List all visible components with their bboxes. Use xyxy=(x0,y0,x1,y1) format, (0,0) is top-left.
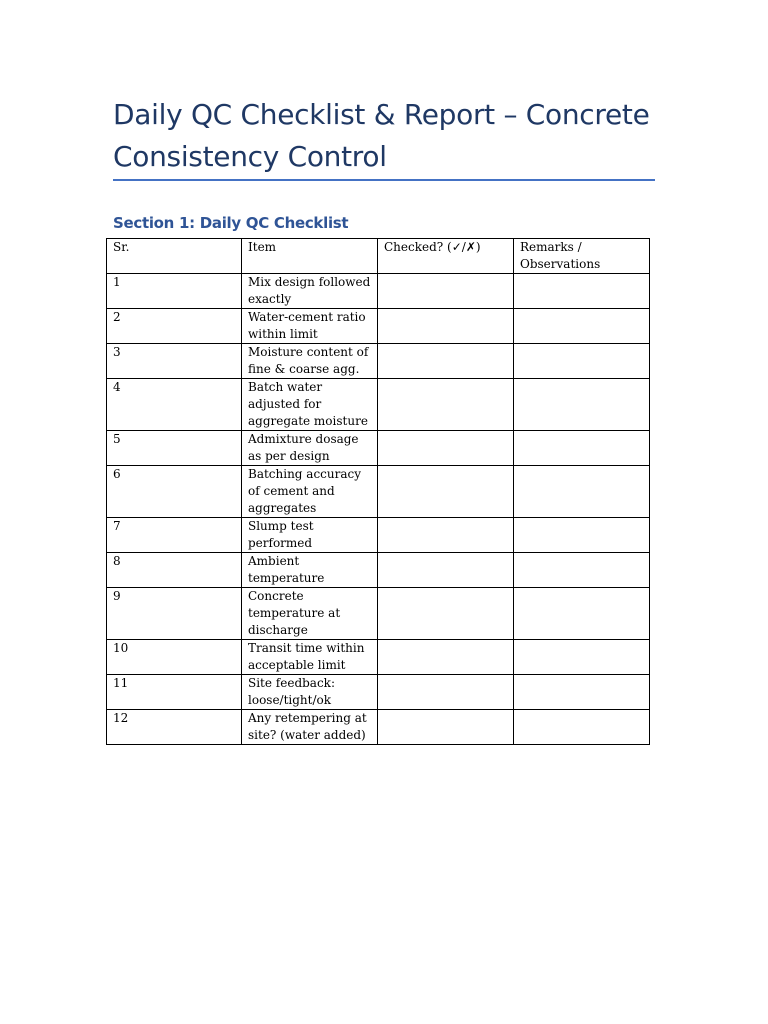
cell-checked[interactable] xyxy=(378,518,514,553)
cell-checked[interactable] xyxy=(378,675,514,710)
cell-item: Slump test performed xyxy=(242,518,378,553)
cell-remarks[interactable] xyxy=(514,675,650,710)
cell-sr: 7 xyxy=(107,518,242,553)
table-row xyxy=(107,309,650,344)
cell-sr: 5 xyxy=(107,431,242,466)
cell-checked[interactable] xyxy=(378,309,514,344)
cell-item: Any retempering at site? (water added) xyxy=(242,710,378,745)
cell-checked[interactable] xyxy=(378,344,514,379)
title-divider xyxy=(113,179,655,181)
header-remarks: Remarks / Observations xyxy=(514,239,650,274)
table-row xyxy=(107,344,650,379)
cell-sr: 4 xyxy=(107,379,242,431)
cell-remarks[interactable] xyxy=(514,710,650,745)
cell-remarks[interactable] xyxy=(514,466,650,518)
qc-checklist-table xyxy=(106,238,650,745)
table-row xyxy=(107,588,650,640)
cell-checked[interactable] xyxy=(378,640,514,675)
table-row xyxy=(107,710,650,745)
cell-remarks[interactable] xyxy=(514,553,650,588)
cell-item: Batching accuracy of cement and aggregates xyxy=(242,466,378,518)
cell-remarks[interactable] xyxy=(514,309,650,344)
cell-remarks[interactable] xyxy=(514,588,650,640)
cell-item: Ambient temperature xyxy=(242,553,378,588)
cell-item: Mix design followed exactly xyxy=(242,274,378,309)
cell-checked[interactable] xyxy=(378,553,514,588)
cell-checked[interactable] xyxy=(378,431,514,466)
cell-checked[interactable] xyxy=(378,466,514,518)
section-heading: Section 1: Daily QC Checklist xyxy=(113,214,349,232)
table-row xyxy=(107,431,650,466)
cell-remarks[interactable] xyxy=(514,518,650,553)
header-checked: Checked? (✓/✗) xyxy=(378,239,514,274)
cell-item: Batch water adjusted for aggregate moisture xyxy=(242,379,378,431)
page-title: Daily QC Checklist & Report – Concrete Consistency Control xyxy=(113,98,650,173)
cell-remarks[interactable] xyxy=(514,431,650,466)
cell-item: Admixture dosage as per design xyxy=(242,431,378,466)
cell-sr: 10 xyxy=(107,640,242,675)
cell-item: Moisture content of fine & coarse agg. xyxy=(242,344,378,379)
cell-item: Site feedback: loose/tight/ok xyxy=(242,675,378,710)
cell-sr: 12 xyxy=(107,710,242,745)
cell-remarks[interactable] xyxy=(514,379,650,431)
table-row xyxy=(107,518,650,553)
cell-item: Transit time within acceptable limit xyxy=(242,640,378,675)
cell-sr: 2 xyxy=(107,309,242,344)
cell-sr: 6 xyxy=(107,466,242,518)
table-row xyxy=(107,675,650,710)
cell-remarks[interactable] xyxy=(514,274,650,309)
cell-sr: 1 xyxy=(107,274,242,309)
header-sr: Sr. xyxy=(107,239,242,274)
cell-checked[interactable] xyxy=(378,379,514,431)
cell-sr: 3 xyxy=(107,344,242,379)
cell-sr: 8 xyxy=(107,553,242,588)
table-header-row xyxy=(107,239,650,274)
table-row xyxy=(107,379,650,431)
cell-checked[interactable] xyxy=(378,710,514,745)
cell-sr: 11 xyxy=(107,675,242,710)
table-row xyxy=(107,274,650,309)
header-item: Item xyxy=(242,239,378,274)
cell-sr: 9 xyxy=(107,588,242,640)
table-row xyxy=(107,553,650,588)
cell-remarks[interactable] xyxy=(514,640,650,675)
cell-remarks[interactable] xyxy=(514,344,650,379)
cell-item: Water-cement ratio within limit xyxy=(242,309,378,344)
cell-item: Concrete temperature at discharge xyxy=(242,588,378,640)
cell-checked[interactable] xyxy=(378,588,514,640)
table-row xyxy=(107,640,650,675)
table-row xyxy=(107,466,650,518)
cell-checked[interactable] xyxy=(378,274,514,309)
